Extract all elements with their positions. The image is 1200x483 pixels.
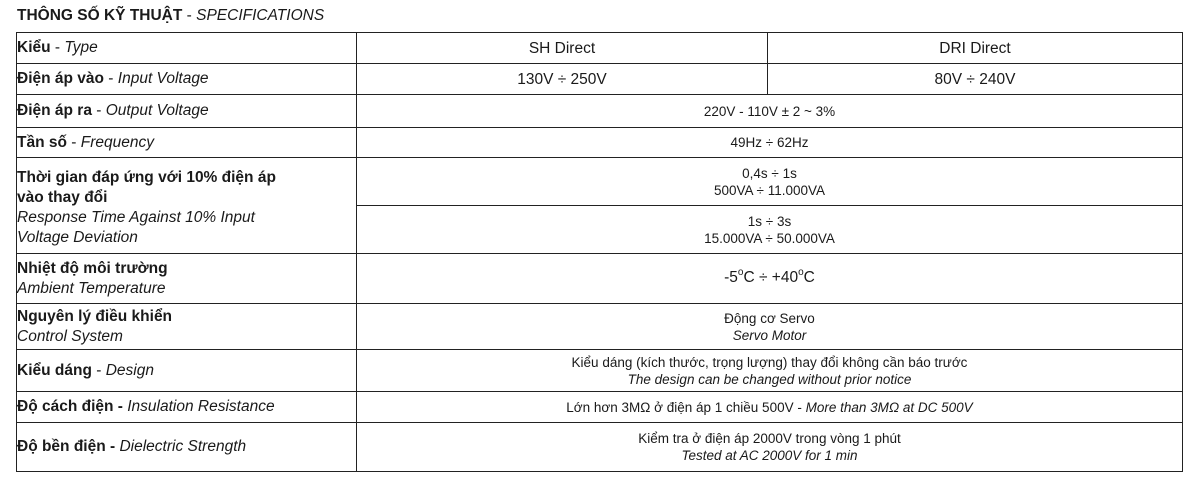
spec-table [16, 32, 1183, 472]
label-output-voltage: Điện áp ra - Output Voltage [17, 95, 357, 128]
label-ambient-temp: Nhiệt độ môi trường Ambient Temperature [17, 254, 357, 304]
value-ambient-temp: $-5^oC \div +40^oC$ [357, 254, 1183, 304]
heading-sep: - [182, 7, 197, 24]
row-dielectric [17, 423, 1183, 472]
row-response-time-1 [17, 158, 1183, 206]
heading-vi: THÔNG SỐ KỸ THUẬT [17, 7, 183, 24]
value-type-dri: DRI Direct [768, 33, 1183, 64]
row-frequency [17, 128, 1183, 158]
row-control-system [17, 304, 1183, 350]
row-design [17, 350, 1183, 392]
value-design: Kiểu dáng (kích thước, trọng lượng) thay đổi không cần báo trước The design can be changed without prior notice [357, 350, 1183, 392]
value-input-voltage-sh: 130V ÷ 250V [357, 64, 768, 95]
row-input-voltage [17, 64, 1183, 95]
value-dielectric: Kiểm tra ở điện áp 2000V trong vòng 1 phút Tested at AC 2000V for 1 min [357, 423, 1183, 472]
row-insulation [17, 392, 1183, 423]
row-type [17, 33, 1183, 64]
value-control-system: Động cơ Servo Servo Motor [357, 304, 1183, 350]
value-input-voltage-dri: 80V ÷ 240V [768, 64, 1183, 95]
label-dielectric: Độ bền điện - Dielectric Strength [17, 423, 357, 472]
label-input-voltage: Điện áp vào - Input Voltage [17, 64, 357, 95]
row-ambient-temp [17, 254, 1183, 304]
label-response-time: Thời gian đáp ứng với 10% điện áp vào thay đổi Response Time Against 10% Input Voltage Deviation [17, 158, 357, 254]
value-type-sh: SH Direct [357, 33, 768, 64]
value-frequency: 49Hz ÷ 62Hz [357, 128, 1183, 158]
value-insulation: Lớn hơn 3MΩ ở điện áp 1 chiều 500V - More than 3MΩ at DC 500V [357, 392, 1183, 423]
spec-heading [17, 6, 324, 26]
label-control-system: Nguyên lý điều khiển Control System [17, 304, 357, 350]
label-insulation: Độ cách điện - Insulation Resistance [17, 392, 357, 423]
label-design: Kiểu dáng - Design [17, 350, 357, 392]
label-frequency: Tần số - Frequency [17, 128, 357, 158]
value-response-time-2: 1s ÷ 3s 15.000VA ÷ 50.000VA [357, 206, 1183, 254]
heading-en: SPECIFICATIONS [196, 7, 325, 24]
label-type: Kiểu - Type [17, 33, 357, 64]
value-response-time-1: 0,4s ÷ 1s 500VA ÷ 11.000VA [357, 158, 1183, 206]
value-output-voltage: 220V - 110V ± 2 ~ 3% [357, 95, 1183, 128]
row-output-voltage [17, 95, 1183, 128]
